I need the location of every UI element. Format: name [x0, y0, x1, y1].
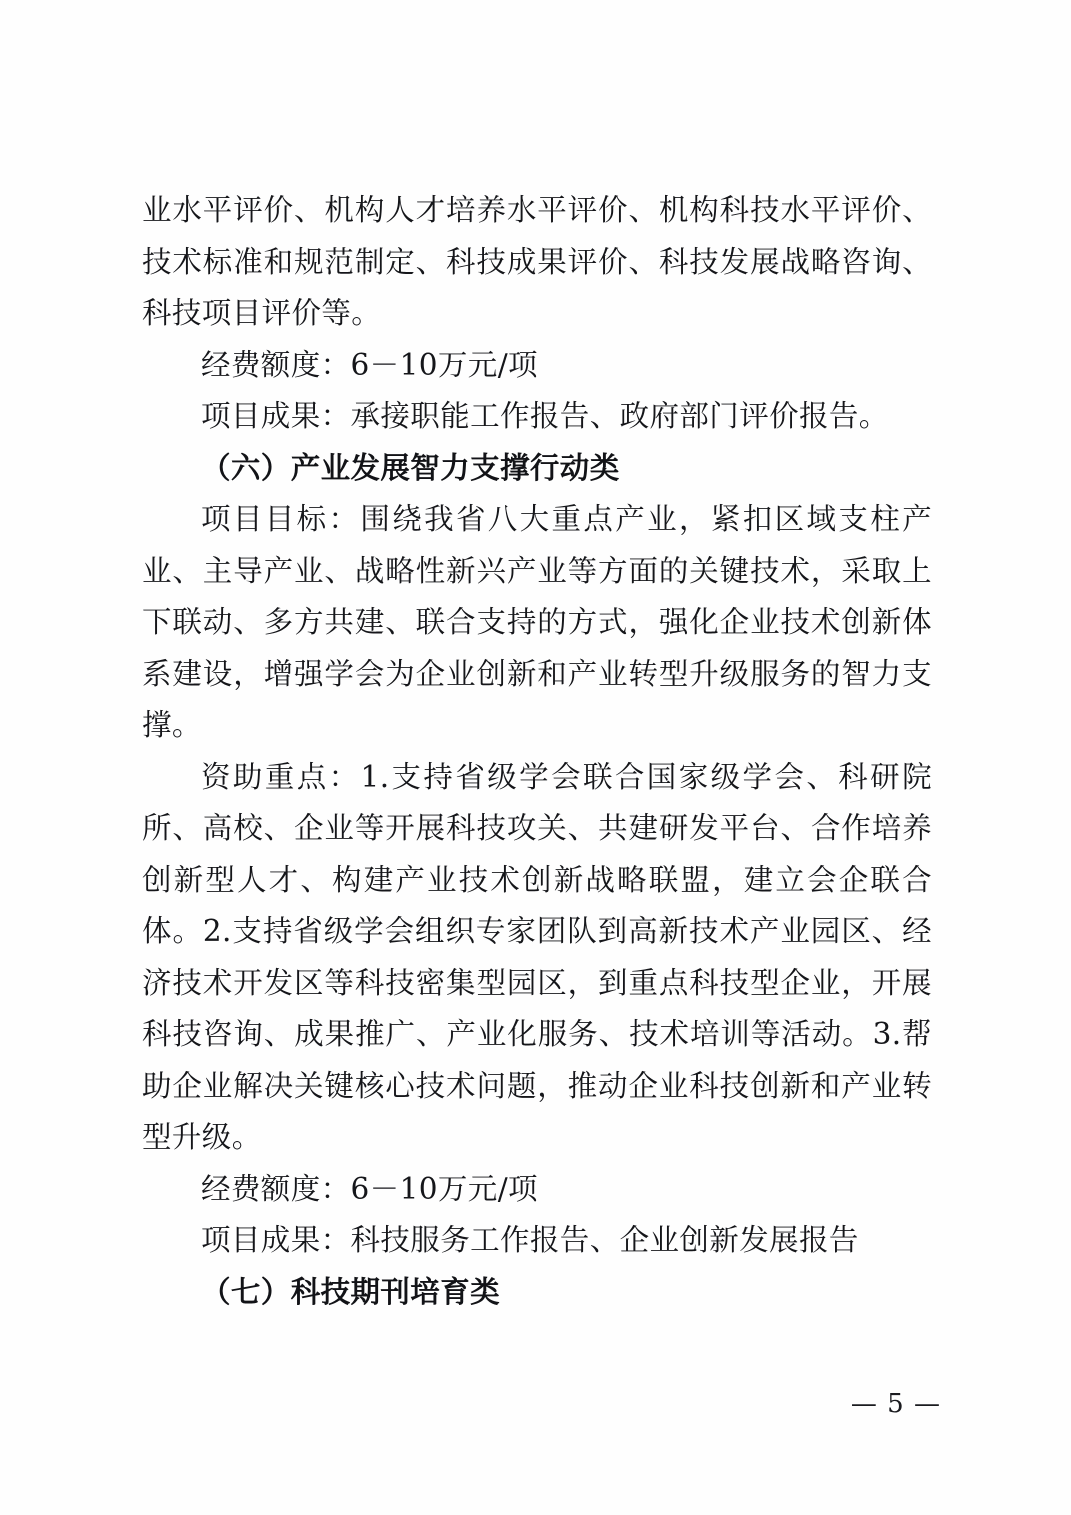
project-outcome-line-2: 项目成果：科技服务工作报告、企业创新发展报告 [201, 1223, 859, 1257]
funding-focus-paragraph: 资助重点：1.支持省级学会联合国家级学会、科研院所、高校、企业等开展科技攻关、共建研发平台、合作培养创新型人才、构建产业技术创新战略联盟，建立会企联合体。2.支持省级学会组织专家团队到高新技术产业园区、经济技术开发区等科技密集型园区，到重点科技型企业，开展科技咨询、成果推广、产业化服务、技术培训等活动。3.帮助企业解决关键核心技术问题，推动企业科技创新和产业转型升级。 [142, 759, 932, 1154]
funding-amount-line: 经费额度：6－10万元/项 [201, 347, 538, 382]
document-body [142, 185, 932, 1318]
funding-amount-line-2: 经费额度：6－10万元/项 [201, 1171, 538, 1206]
paragraph-continued-text: 业水平评价、机构人才培养水平评价、机构科技水平评价、技术标准和规范制定、科技成果评价、科技发展战略咨询、科技项目评价等。 [142, 193, 932, 330]
section-heading-six: （六）产业发展智力支撑行动类 [201, 450, 620, 485]
project-outcome-line: 项目成果：承接职能工作报告、政府部门评价报告。 [201, 399, 889, 433]
page-number: — 5 — [850, 1389, 941, 1419]
project-objective-paragraph: 项目目标：围绕我省八大重点产业，紧扣区域支柱产业、主导产业、战略性新兴产业等方面的关键技术，采取上下联动、多方共建、联合支持的方式，强化企业技术创新体系建设，增强学会为企业创新和产业转型升级服务的智力支撑。 [142, 502, 932, 742]
section-heading-seven: （七）科技期刊培育类 [201, 1274, 501, 1309]
